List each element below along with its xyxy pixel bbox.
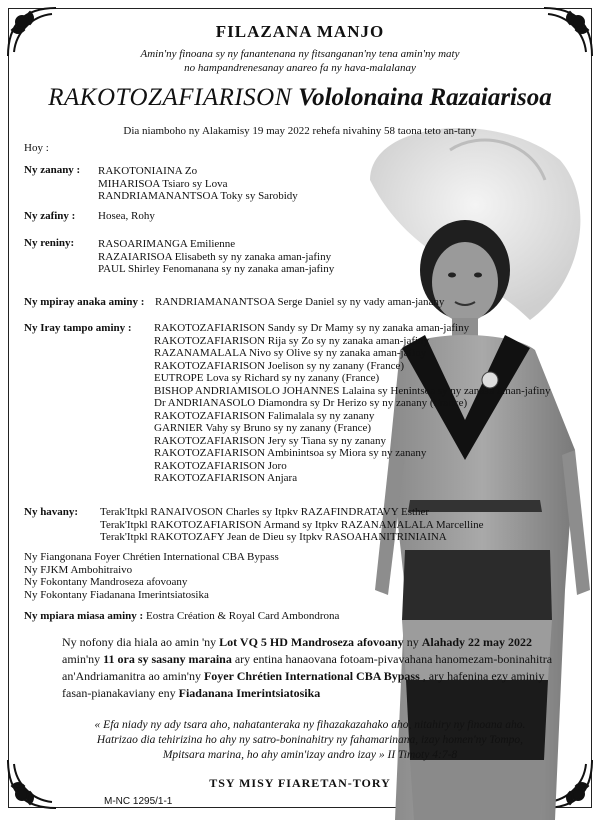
burial-place: Fiadanana Imerintsiatosika bbox=[178, 686, 321, 700]
zafiny-label: Ny zafiny : bbox=[24, 210, 76, 222]
quote-line: Hatrizao dia tehirizina ho ahy ny satro-boninahitry ny fahamarinana, izay homen'ny Tompo, bbox=[96, 734, 524, 746]
subtitle-line: no hampandrenesanay anareo fa ny hava-malalanay bbox=[184, 62, 416, 74]
mpiray-value: RANDRIAMANANTSOA Serge Daniel sy ny vady aman-janany bbox=[155, 296, 445, 308]
list-item: Terak'Itpkl RAKOTOZAFY Jean de Dieu sy Itpkv RASOAHANITRINIAINA bbox=[100, 531, 447, 543]
funeral-date: Alahady 22 may 2022 bbox=[421, 635, 533, 649]
iray-tampo-label: Ny Iray tampo aminy : bbox=[24, 322, 132, 334]
list-item: RAKOTOZAFIARISON Anjara bbox=[154, 472, 298, 484]
list-item: RAKOTOZAFIARISON Joelison sy ny zanany (France) bbox=[154, 359, 405, 372]
funeral-time: 11 ora sy sasany maraina bbox=[103, 652, 232, 666]
deceased-surname: RAKOTOZAFIARISON bbox=[48, 84, 292, 111]
deceased-given-name: Vololonaina Razaiarisoa bbox=[298, 84, 552, 111]
list-item: PAUL Shirley Fenomanana sy ny zanaka aman-jafiny bbox=[98, 263, 335, 275]
miasa-label: Ny mpiara miasa aminy : bbox=[24, 610, 144, 622]
list-item: RAZANAMALALA Nivo sy Olive sy ny zanaka aman-jafiny bbox=[154, 347, 427, 359]
list-item: MIHARISOA Tsiaro sy Lova bbox=[98, 177, 228, 190]
funeral-church: Foyer Chrétien International CBA Bypass bbox=[203, 669, 420, 683]
closing-notice: TSY MISY FIARETAN-TORY bbox=[209, 776, 391, 790]
list-item: GARNIER Vahy sy Bruno sy ny zanany (France) bbox=[154, 422, 372, 434]
list-item: RAKOTOZAFIARISON Falimalala sy ny zanany bbox=[154, 409, 375, 422]
funeral-text: Ny nofony dia hiala ao amin 'ny bbox=[62, 635, 220, 649]
list-item: RAKOTOZAFIARISON Ambinintsoa sy Miora sy ny zanany bbox=[154, 447, 427, 459]
funeral-location: Lot VQ 5 HD Mandroseza afovoany bbox=[219, 635, 404, 649]
list-item: RAKOTOZAFIARISON Sandy sy Dr Mamy sy ny zanaka aman-jafiny bbox=[154, 322, 470, 334]
miasa-value: Eostra Création & Royal Card Ambondrona bbox=[146, 610, 340, 622]
quote-line: « Efa niady ny ady tsara aho, nahatanteraka ny fihazakazahako aho, nitahiry ny finoana aho. bbox=[94, 719, 526, 731]
list-item: Ny Fokontany Mandroseza afovoany bbox=[24, 576, 188, 588]
zafiny-value: Hosea, Rohy bbox=[98, 210, 155, 222]
mpiray-label: Ny mpiray anaka aminy : bbox=[24, 296, 145, 308]
deceased-name bbox=[0, 84, 600, 112]
havany-list bbox=[100, 506, 484, 544]
havany-label: Ny havany: bbox=[24, 506, 79, 518]
list-item: RAKOTONIAINA Zo bbox=[98, 165, 198, 177]
quote-reference: II Timoty 4:7-8 bbox=[384, 749, 458, 761]
hoy-label: Hoy : bbox=[24, 142, 49, 154]
bible-quote bbox=[60, 718, 560, 763]
zanany-label: Ny zanany : bbox=[24, 164, 81, 176]
list-item: Dr ANDRIANASOLO Diamondra sy Dr Herizo sy ny zanany (France) bbox=[154, 397, 468, 409]
reference-code: M-NC 1295/1-1 bbox=[104, 796, 173, 807]
zanany-list bbox=[98, 165, 298, 203]
list-item: Terak'Itpkl RAKOTOZAFIARISON Armand sy Itpkv RAZANAMALALA Marcelline bbox=[100, 518, 484, 531]
list-item: RAKOTOZAFIARISON Jery sy Tiana sy ny zanany bbox=[154, 434, 387, 447]
subtitle-line: Amin'ny finoana sy ny fanantenana ny fitsanganan'ny tena amin'ny maty bbox=[140, 48, 460, 60]
list-item: Ny Fiangonana Foyer Chrétien International CBA Bypass bbox=[24, 551, 279, 563]
list-item: BISHOP ANDRIAMISOLO JOHANNES Lalaina sy Henintsoa sy ny zanaka aman-jafiny bbox=[154, 384, 551, 397]
funeral-text: ary entina hanaovana fotoam-pivavahana hanomezam-boninahitra an'Andriamanitra ao amin'ny bbox=[62, 652, 553, 683]
funeral-text: amin'ny bbox=[62, 652, 104, 666]
list-item: RAZAIARISOA Elisabeth sy ny zanaka aman-jafiny bbox=[98, 250, 332, 263]
list-item: RAKOTOZAFIARISON Rija sy Zo sy ny zanaka aman-jafiny bbox=[154, 334, 430, 347]
page-title: FILAZANA MANJO bbox=[215, 22, 385, 41]
funeral-details bbox=[62, 634, 562, 702]
subtitle bbox=[60, 47, 540, 75]
list-item: RANDRIAMANANTSOA Toky sy Sarobidy bbox=[98, 190, 298, 202]
list-item: EUTROPE Lova sy Richard sy ny zanany (France) bbox=[154, 372, 380, 384]
reniny-list bbox=[98, 238, 334, 276]
list-item: Ny FJKM Ambohitraivo bbox=[24, 563, 133, 576]
list-item: RAKOTOZAFIARISON Joro bbox=[154, 459, 287, 472]
list-item: Ny Fokontany Fiadanana Imerintsiatosika bbox=[24, 588, 209, 601]
death-notice: Dia niamboho ny Alakamisy 19 may 2022 rehefa nivahiny 58 taona teto an-tany bbox=[123, 125, 477, 137]
list-item: RASOARIMANGA Emilienne bbox=[98, 238, 236, 250]
quote-line: Mpitsara marina, ho ahy amin'izay andro izay » bbox=[162, 749, 385, 761]
organizations-list bbox=[24, 551, 279, 601]
funeral-text: ny bbox=[403, 635, 422, 649]
funeral-text: , ary hafenina ezy aminiy fasan-pianakaviany eny bbox=[62, 669, 545, 700]
iray-tampo-list bbox=[154, 322, 550, 485]
list-item: Terak'Itpkl RANAIVOSON Charles sy Itpkv RAZAFINDRATAVY Esther bbox=[100, 506, 430, 518]
reniny-label: Ny reniny: bbox=[24, 237, 75, 249]
